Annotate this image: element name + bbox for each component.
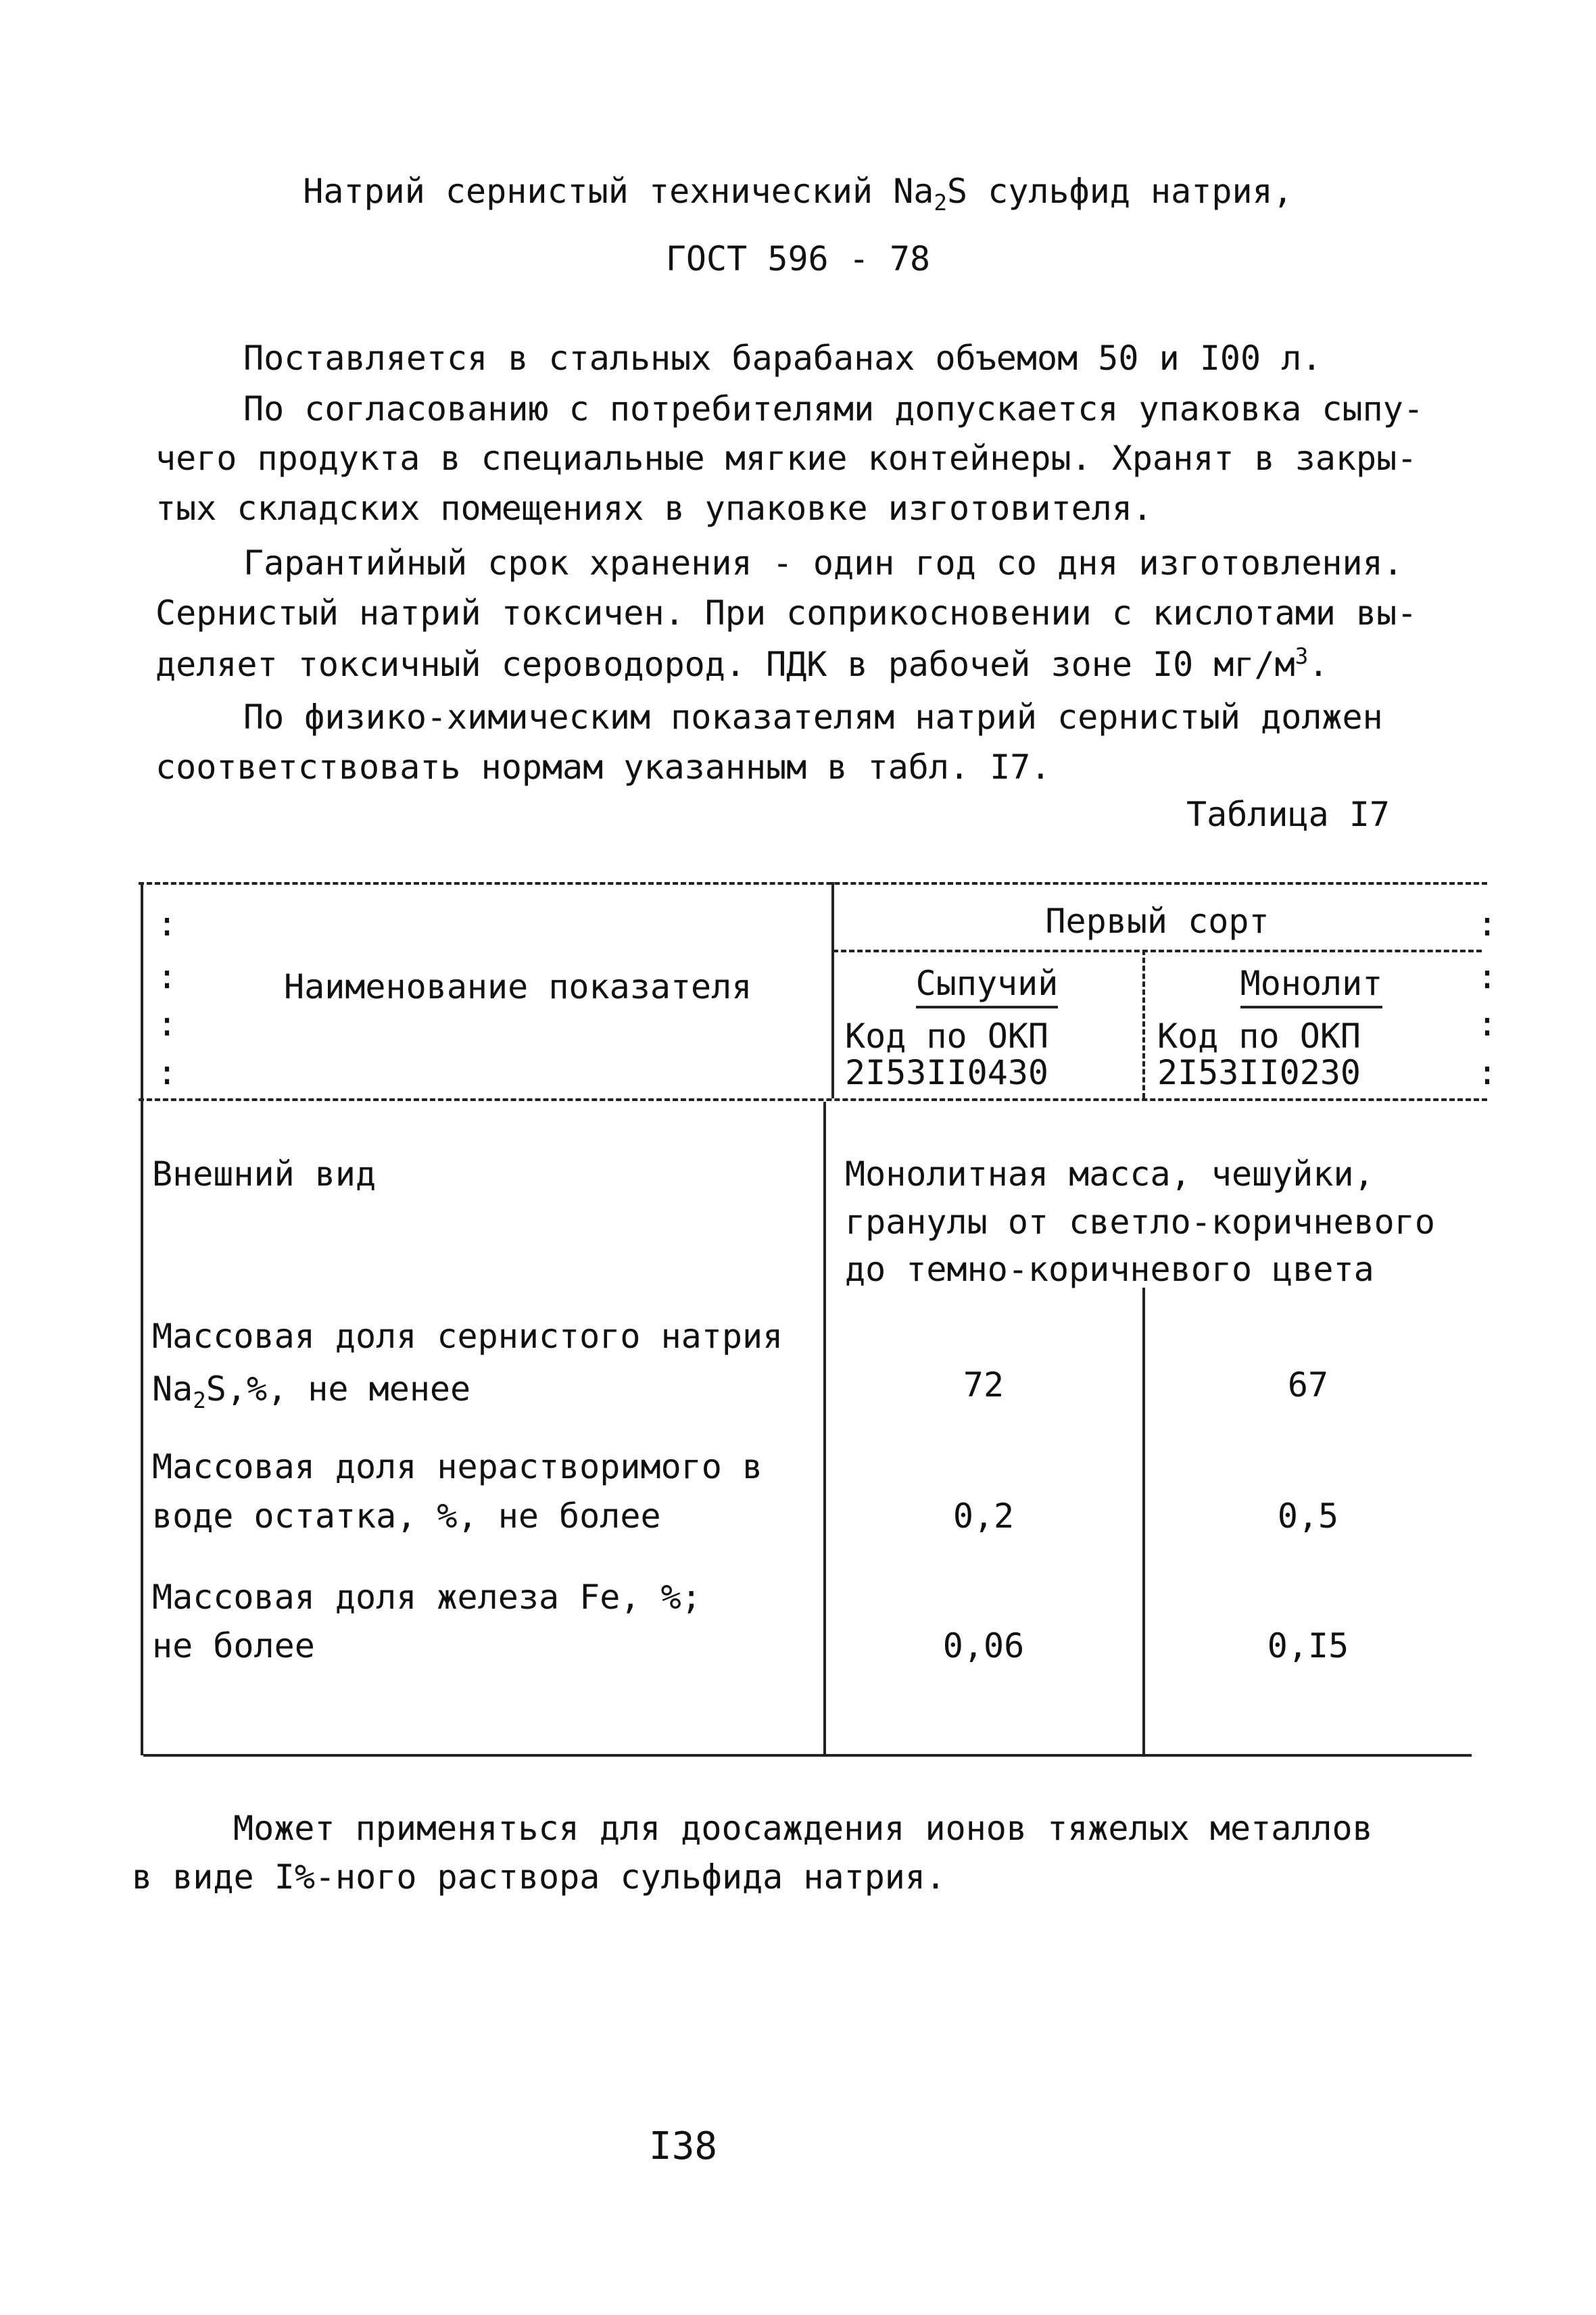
paragraph-line: деляет токсичный сероводород. ПДК в рабочей зоне I0 $мг/м^3$.	[155, 643, 1329, 684]
paragraph-line: По согласованию с потребителями допускается упаковка сыпу-	[243, 389, 1424, 429]
column-divider	[823, 1102, 826, 1754]
paragraph-line: По физико-химическим показателям натрий сернистый должен	[243, 698, 1383, 737]
footer-note-line: в виде I%-ного раствора сульфида натрия.	[132, 1857, 946, 1897]
document-title: Натрий сернистый технический $Na_2S$ сульфид натрия,	[303, 172, 1293, 216]
grade-divider	[833, 950, 1482, 952]
paragraph-line: соответствовать нормам указанным в табл. I7.	[155, 748, 1051, 787]
paragraph-line: Сернистый натрий токсичен. При соприкосновении с кислотами вы-	[155, 593, 1418, 633]
row-appearance-name: Внешний вид	[152, 1154, 377, 1194]
row-residue-bulk-value: 0,2	[952, 1496, 1015, 1536]
header-grade: Первый сорт	[1045, 902, 1269, 941]
header-col-monolith-code-label: Код по ОКП	[1157, 1017, 1361, 1056]
table-left-border	[141, 882, 143, 1755]
page-number: I38	[649, 2124, 718, 2168]
table-bottom-rule	[143, 1754, 1472, 1757]
paragraph-line: тых складских помещениях в упаковке изготовителя.	[155, 489, 1153, 528]
row-appearance-value: до темно-коричневого цвета	[845, 1250, 1374, 1289]
subcolumn-divider	[1142, 1288, 1145, 1754]
row-appearance-value: Монолитная масса, чешуйки,	[845, 1154, 1374, 1194]
header-col-monolith: Монолит	[1149, 967, 1474, 1000]
row-iron-name: не более	[152, 1626, 315, 1665]
paragraph-line: чего продукта в специальные мягкие контейнеры. Хранят в закры-	[155, 439, 1418, 478]
row-na2s-monolith-value: 67	[1287, 1365, 1329, 1405]
header-col-monolith-code: 2I53II0230	[1157, 1053, 1361, 1092]
standard-number: ГОСТ 596 - 78	[665, 239, 931, 278]
table-top-rule	[139, 882, 1487, 885]
formula-na2s: $Na_2S$	[893, 172, 968, 216]
row-na2s-bulk-value: 72	[963, 1365, 1005, 1405]
header-bottom-rule	[139, 1098, 1487, 1101]
row-residue-monolith-value: 0,5	[1277, 1496, 1339, 1536]
row-appearance-value: гранулы от светло-коричневого	[845, 1202, 1435, 1242]
header-col-bulk: Сыпучий	[838, 967, 1136, 1000]
row-iron-name: Массовая доля железа Fe, %;	[152, 1578, 702, 1617]
paragraph-line: Поставляется в стальных барабанах объемом 50 и I00 л.	[243, 339, 1322, 378]
header-col-bulk-code-label: Код по ОКП	[845, 1017, 1049, 1056]
row-residue-name: Массовая доля нерастворимого в	[152, 1447, 763, 1486]
footer-note-line: Может применяться для доосаждения ионов тяжелых металлов	[233, 1809, 1373, 1848]
paragraph-line: Гарантийный срок хранения - один год со дня изготовления.	[243, 543, 1403, 583]
row-residue-name: воде остатка, %, не более	[152, 1496, 661, 1536]
row-na2s-name: $Na_2S,\%$, не менее	[152, 1369, 471, 1414]
header-col-bulk-code: 2I53II0430	[845, 1053, 1049, 1092]
row-iron-bulk-value: 0,06	[942, 1626, 1025, 1665]
subcolumn-divider	[1142, 950, 1145, 1098]
row-iron-monolith-value: 0,I5	[1267, 1626, 1349, 1665]
table-caption: Таблица I7	[1186, 795, 1391, 834]
header-name-column: Наименование показателя	[284, 967, 752, 1006]
row-na2s-name: Массовая доля сернистого натрия	[152, 1317, 783, 1356]
